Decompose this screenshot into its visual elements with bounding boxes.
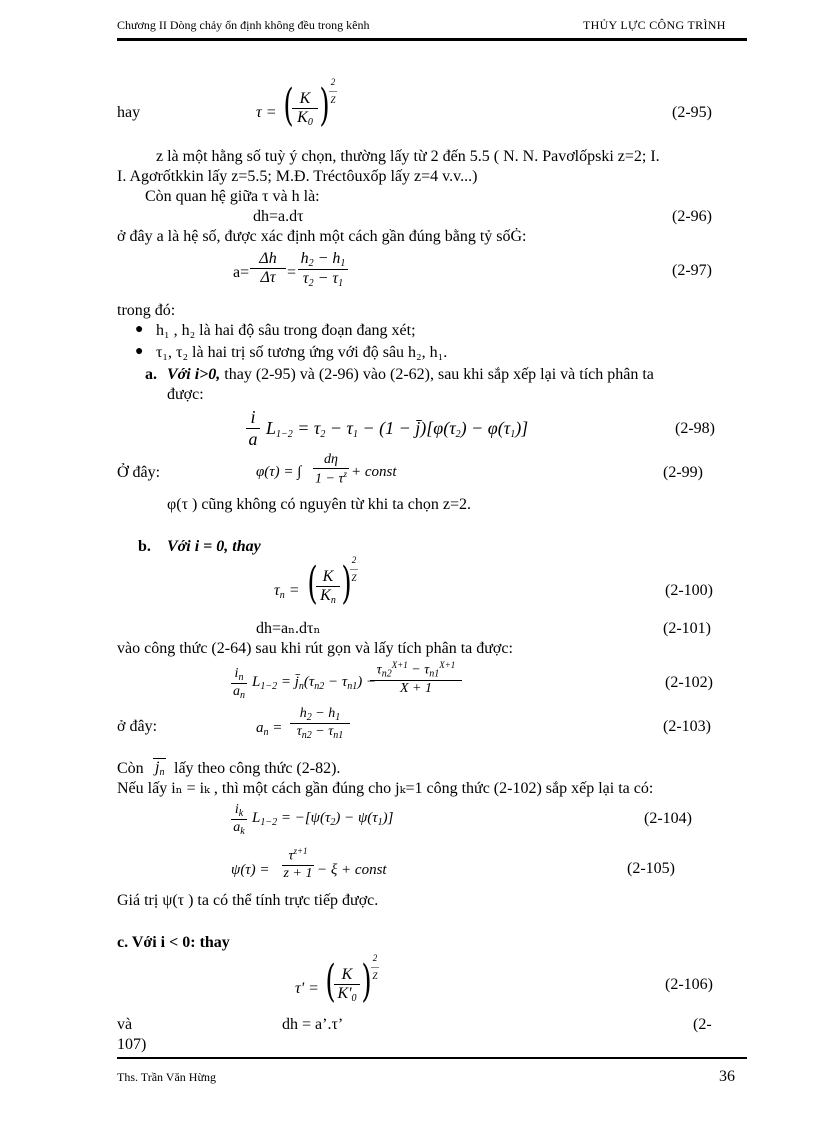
paragraph-coefficient: ở đây a là hệ số, được xác định một cách gần đúng bằng tỷ sốĠ: [117,228,527,245]
eq101-text: dh=aₙ.dτₙ [256,620,321,637]
paragraph-relation: Còn quan hệ giữa τ và h là: [145,188,320,205]
section-c-heading: c. Với i < 0: thay [117,934,230,951]
header-rule [117,38,747,41]
eq97-lead: a= [233,264,250,281]
paragraph-phi-note: φ(τ ) cũng không có nguyên từ khi ta chọn z=2. [167,496,471,513]
paragraph-z-line2: I. Agơrốtkkin lấy z=5.5; M.Đ. Tréctôuxốp lấy z=4 v.v...) [117,168,478,185]
section-a-text-line2: được: [167,386,204,403]
eq106-number: (2-106) [665,976,713,993]
bullet-item-2: τ₁, τ₂ là hai trị số tương ứng với độ sâu h₂, h₁. [156,344,448,361]
eq100-number: (2-100) [665,582,713,599]
eq107-text: dh = a’.τ’ [282,1016,344,1033]
eq107-number: (2- [693,1016,712,1033]
eq103-lead: ở đây: [117,718,158,735]
eq102-number: (2-102) [665,674,713,691]
section-a-heading [167,366,654,384]
eq107-lead: và [117,1016,133,1033]
section-b-heading: Với i = 0, thay [167,538,261,555]
footer-rule [117,1057,747,1059]
section-a-title: Với i>0, [167,366,221,383]
eq98-number: (2-98) [675,420,715,437]
eq99-number: (2-99) [663,464,703,481]
paragraph-jn-rest: lấy theo công thức (2-82). [174,760,341,777]
eq95-number: (2-95) [672,104,712,121]
header-chapter-title: Chương II Dòng chảy ổn định không đều trong kênh [117,18,370,32]
eq95-lead: hay [117,104,141,121]
eq96-text: dh=a.dτ [253,208,304,225]
paragraph-substitute: vào công thức (2-64) sau khi rút gọn và lấy tích phân ta được: [117,640,513,657]
bullet-item-1: h₁ , h₂ là hai độ sâu trong đoạn đang xét; [156,322,416,339]
paragraph-psi-note: Giá trị ψ(τ ) ta có thể tính trực tiếp được. [117,892,379,909]
footer-author: Ths. Trần Văn Hừng [117,1070,216,1084]
eq104-number: (2-104) [644,810,692,827]
section-a-label: a. [145,366,157,383]
eq107-number-cont: 107) [117,1036,147,1053]
eq101-number: (2-101) [663,620,711,637]
section-a-text: thay (2-95) và (2-96) vào (2-62), sau khi sắp xếp lại và tích phân ta [220,366,654,383]
paragraph-where: trong đó: [117,302,176,319]
bullet-icon: ● [135,322,144,337]
page-number: 36 [719,1068,735,1085]
eq97-number: (2-97) [672,262,712,279]
eq99-lead: Ở đây: [117,464,161,481]
paragraph-jn-lead: Còn [117,760,144,777]
eq96-number: (2-96) [672,208,712,225]
section-b-label: b. [138,538,151,555]
symbol-jn: $j_n$ [153,758,166,782]
paragraph-z-line1: z là một hằng số tuỳ ý chọn, thường lấy từ 2 đến 5.5 ( N. N. Pavơlốpski z=2; I. [156,148,660,165]
header-book-title: THỦY LỰC CÔNG TRÌNH [583,18,726,32]
paragraph-ik: Nếu lấy iₙ = iₖ , thì một cách gần đúng cho jₖ=1 công thức (2-102) sắp xếp lại ta có: [117,780,654,797]
eq105-number: (2-105) [627,860,675,877]
eq103-number: (2-103) [663,718,711,735]
bullet-icon: ● [135,344,144,359]
